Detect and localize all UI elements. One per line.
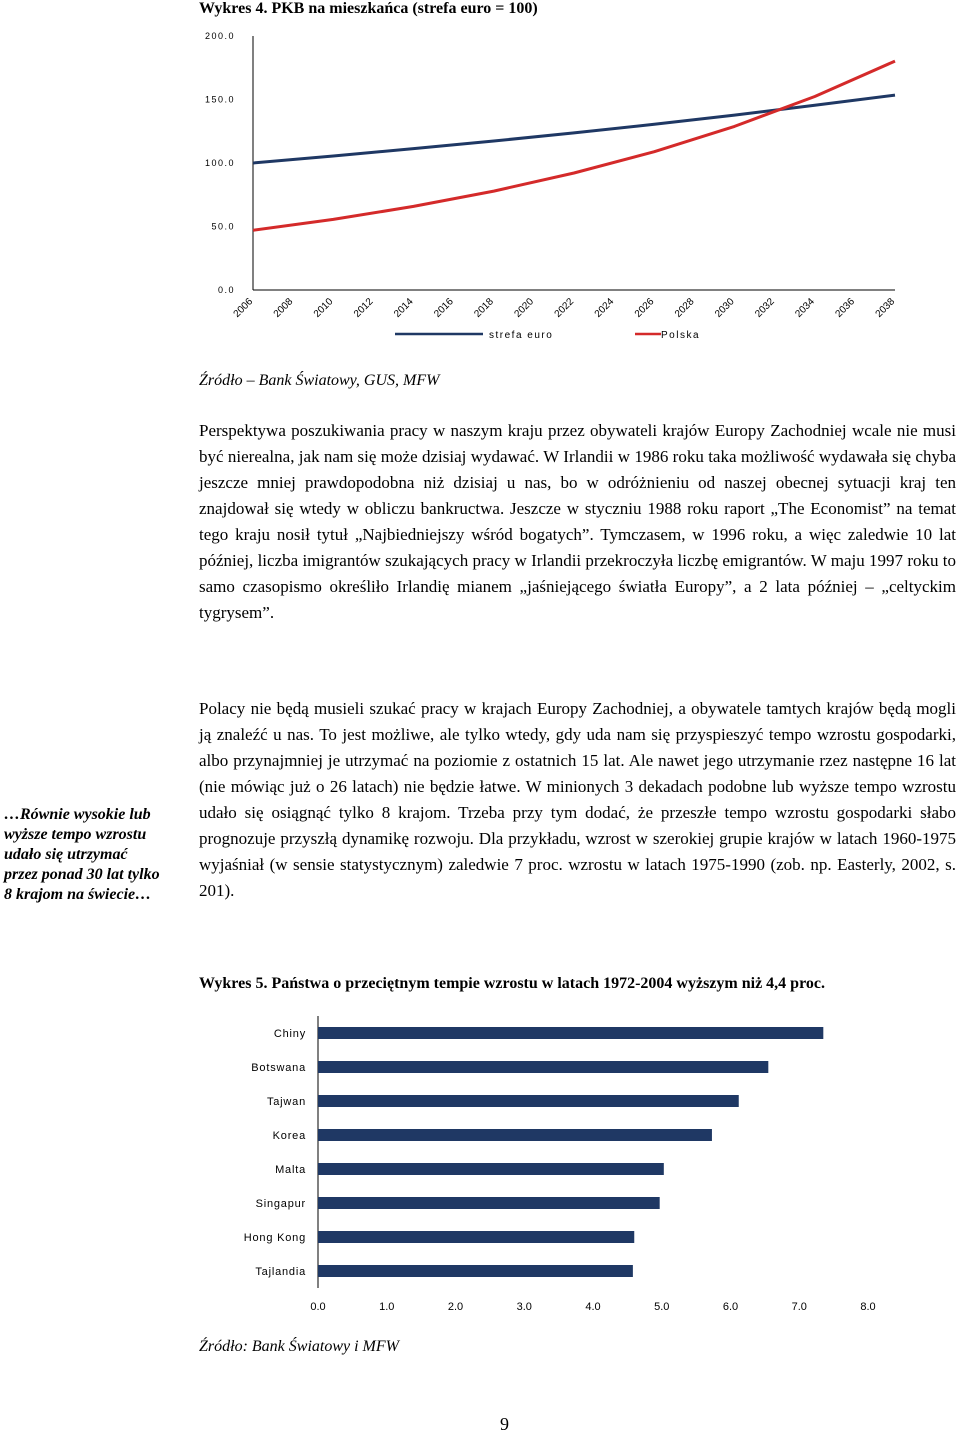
bar (318, 1129, 712, 1141)
bar (318, 1061, 768, 1073)
x-tick-label: 0.0 (310, 1301, 326, 1313)
bar (318, 1027, 823, 1039)
x-tick-label: 2016 (432, 296, 456, 320)
x-tick-label: 8.0 (860, 1301, 876, 1313)
legend-label: Polska (661, 330, 701, 341)
category-label: Tajlandia (255, 1266, 306, 1278)
y-tick-label: 0.0 (217, 285, 235, 295)
x-tick-label: 4.0 (585, 1301, 601, 1313)
x-tick-label: 2036 (833, 296, 857, 320)
x-tick-label: 5.0 (654, 1301, 670, 1313)
x-tick-label: 2018 (472, 296, 496, 320)
x-tick-label: 2038 (873, 296, 898, 320)
figure-1-line-chart (195, 20, 915, 350)
paragraph-2-text: Polacy nie będą musieli szukać pracy w krajach Europy Zachodniej, a obywatele tamtych krajów będą mogli ją znaleźć u nas. To jest możliwe, ale tylko wtedy, gdy uda nam się przyspieszyć tempo wzrostu gospodarki, albo przynajmniej je utrzymać na poziomie z ostatnich 15 lat. Ale nawet jego utrzymanie rzez następne 16 lat (nie mówiąc już o 26 latach) nie będzie łatwe. W minionych 3 dekadach podobne lub wyższe tempo wzrostu udało się osiągnąć tylko 8 krajom. Trzeba przy tym dodać, że przeszłe tempo wzrostu gospodarki słabo prognozuje przyszłą dynamikę rozwoju. Dla przykładu, wzrost w szerokiej grupie krajów w latach 1960-1975 wyjaśniał (w sensie statystycznym) zaledwie 7 proc. wzrostu w latach 1975-1990 (zob. np. Easterly, 2002, s. 201). (199, 699, 956, 900)
figure-1-title (199, 0, 538, 18)
series-line-strefa-euro (253, 95, 895, 163)
category-label: Botswana (251, 1062, 306, 1074)
bar (318, 1231, 634, 1243)
x-tick-label: 2012 (351, 296, 376, 320)
category-label: Malta (275, 1164, 306, 1176)
paragraph-1 (199, 418, 956, 626)
y-tick-label: 200.0 (204, 31, 235, 41)
figure-2-label: Wykres 5. (199, 975, 268, 992)
x-tick-label: 2032 (753, 296, 777, 320)
y-tick-label: 50.0 (211, 221, 235, 232)
x-tick-label: 2.0 (447, 1301, 464, 1313)
figure-2-bar-chart (195, 1010, 895, 1320)
x-tick-label: 2034 (793, 296, 817, 320)
figure-1-label: Wykres 4. (199, 0, 268, 17)
x-tick-label: 3.0 (516, 1301, 532, 1313)
x-tick-label: 2026 (632, 296, 657, 320)
x-tick-label: 2006 (231, 296, 256, 320)
category-label: Hong Kong (243, 1232, 306, 1244)
x-tick-label: 7.0 (791, 1301, 807, 1313)
paragraph-2 (199, 696, 956, 904)
x-tick-label: 2022 (552, 296, 577, 320)
bar (318, 1265, 633, 1277)
y-tick-label: 150.0 (204, 94, 235, 105)
x-tick-label: 2028 (672, 296, 697, 320)
page-number: 9 (500, 1414, 509, 1434)
x-tick-label: 2008 (271, 296, 296, 320)
x-tick-label: 2030 (713, 296, 737, 320)
bar (318, 1095, 739, 1107)
category-label: Chiny (273, 1028, 306, 1040)
x-tick-label: 2024 (592, 296, 617, 320)
x-tick-label: 2014 (392, 296, 416, 320)
x-tick-label: 6.0 (722, 1301, 739, 1313)
bar (318, 1163, 664, 1175)
series-line-polska (253, 61, 895, 230)
figure-1-source: Źródło – Bank Światowy, GUS, MFW (199, 372, 440, 389)
category-label: Singapur (255, 1198, 306, 1210)
bar (318, 1197, 660, 1209)
figure-2-caption: Państwa o przeciętnym tempie wzrostu w latach 1972-2004 wyższym niż 4,4 proc. (271, 975, 825, 992)
sidenote: …Równie wysokie lub wyższe tempo wzrostu udało się utrzymać przez ponad 30 lat tylko 8 krajom na świecie… (4, 806, 160, 903)
x-tick-label: 2010 (311, 296, 336, 320)
category-label: Korea (272, 1130, 306, 1142)
figure-2-source: Źródło: Bank Światowy i MFW (199, 1338, 399, 1355)
x-tick-label: 2020 (512, 296, 536, 320)
figure-2-title (199, 975, 825, 993)
x-tick-label: 1.0 (379, 1301, 395, 1313)
category-label: Tajwan (266, 1096, 306, 1108)
legend-label: strefa euro (489, 330, 554, 341)
paragraph-1-text: Perspektywa poszukiwania pracy w naszym kraju przez obywateli krajów Europy Zachodniej wcale nie musi być nierealna, jak nam się może dzisiaj wydawać. W Irlandii w 1986 roku taka możliwość wydawała się chyba jeszcze mniej prawdopodobna niż dzisiaj u nas, bo w odróżnieniu od naszej obecnej sytuacji kraj ten znajdował się wtedy w obliczu bankructwa. Jeszcze w styczniu 1988 roku raport „The Economist” na temat tego kraju nosił tytuł „Najbiedniejszy wśród bogatych”. Tymczasem, w 1996 roku, a więc zaledwie 10 lat później, liczba imigrantów szukających pracy w Irlandii przekroczyła liczbę emigrantów. W maju 1997 roku to samo czasopismo określiło Irlandię mianem „jaśniejącego światła Europy”, a 2 lata później – „celtyckim tygrysem”. (199, 421, 956, 622)
figure-1-caption: PKB na mieszkańca (strefa euro = 100) (271, 0, 538, 17)
y-tick-label: 100.0 (204, 158, 235, 168)
